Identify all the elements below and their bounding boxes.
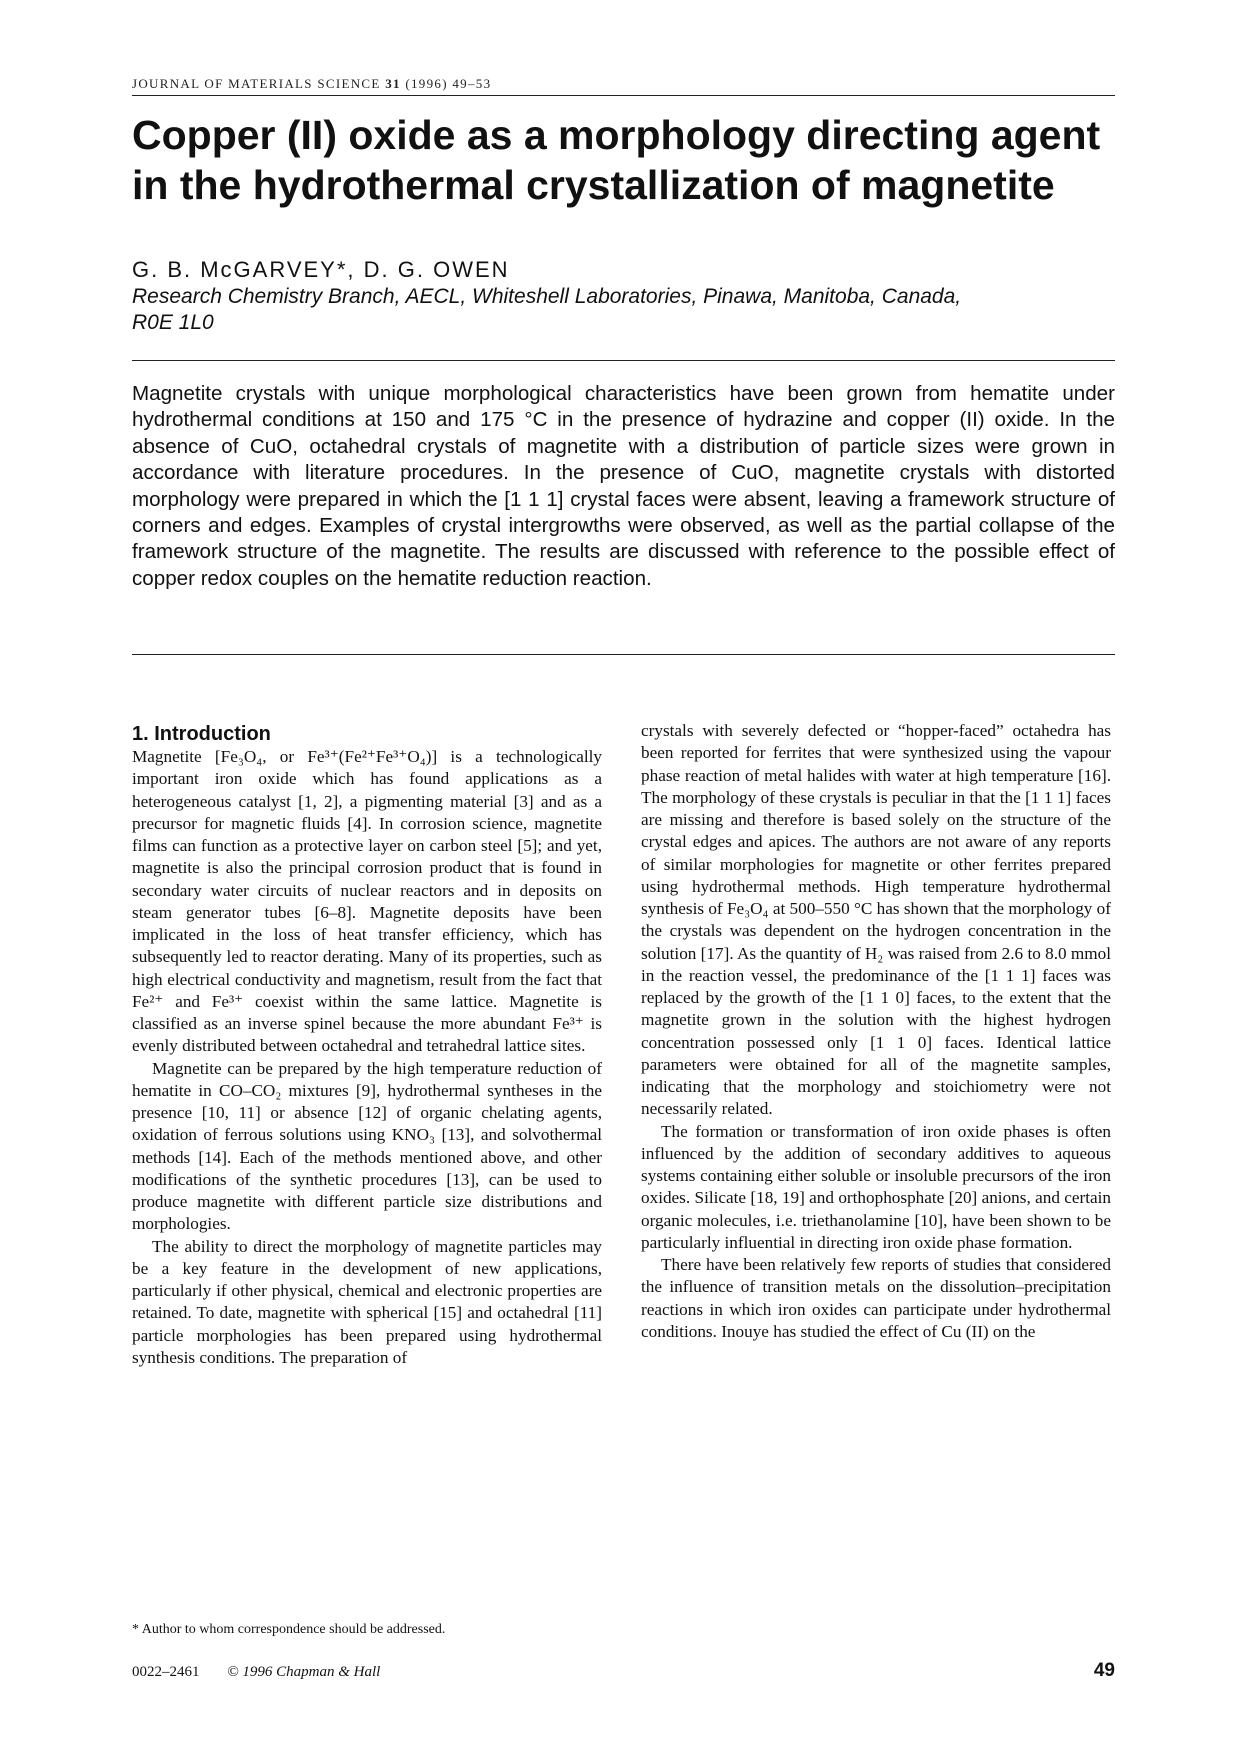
title-line-1: Copper (II) oxide as a morphology directing agent	[132, 112, 1101, 158]
paragraph: The formation or transformation of iron oxide phases is often influenced by the addition of secondary additives to aqueous systems containing either soluble or insoluble precursors of the iron oxides. Silicate [18, 19] and orthophosphate [20] anions, and certain organic molecules, i.e. triethanolamine [10], have been shown to be particularly influential in directing iron oxide phase formation.	[641, 1121, 1111, 1252]
paragraph: Magnetite [Fe₃O₄, or Fe³⁺(Fe²⁺Fe³⁺O₄)] is a technologically important iron oxide which has found applications as a heterogeneous catalyst [1, 2], a pigmenting material [3] and as a precursor for magnetic fluids [4]. In corrosion science, magnetite films can function as a protective layer on carbon steel [5]; and yet, magnetite is also the principal corrosion product that is found in secondary water circuits of nuclear reactors and in deposits on steam generator tubes [6–8]. Magnetite deposits have been implicated in the loss of heat transfer efficiency, which has subsequently led to reactor derating. Many of its properties, such as high electrical conductivity and magnetism, result from the fact that Fe²⁺ and Fe³⁺ coexist within the same lattice. Magnetite is classified as an inverse spinel because the more abundant Fe³⁺ is evenly distributed between octahedral and tetrahedral lattice sites.	[132, 747, 602, 1056]
affiliation-line-2: R0E 1L0	[132, 311, 214, 334]
abstract: Magnetite crystals with unique morphological characteristics have been grown from hematite under hydrothermal conditions at 150 and 175 °C in the presence of hydrazine and copper (II) oxide. In the absence of CuO, octahedral crystals of magnetite with a distribution of particle sizes were grown in accordance with literature procedures. In the presence of CuO, magnetite crystals with distorted morphology were prepared in which the [1 1 1] crystal faces were absent, leaving a framework structure of corners and edges. Examples of crystal intergrowths were observed, as well as the partial collapse of the framework structure of the magnetite. The results are discussed with reference to the possible effect of copper redox couples on the hematite reduction reaction.	[132, 382, 1115, 590]
paragraph: crystals with severely defected or “hopper-faced” octahedra has been reported for ferrites that were synthesized using the vapour phase reaction of metal halides with water at high temperature [16]. The morphology of these crystals is peculiar in that the [1 1 1] faces are missing and therefore is based solely on the structure of the crystal edges and apices. The authors are not aware of any reports of similar morphologies for magnetite or other ferrites prepared using hydrothermal methods. High temperature hydrothermal synthesis of Fe₃O₄ at 500–550 °C has shown that the morphology of the crystals was dependent on the hydrogen concentration in the solution [17]. As the quantity of H₂ was raised from 2.6 to 8.0 mmol in the reaction vessel, the predominance of the [1 1 1] faces was replaced by the growth of the [1 1 0] faces, to the extent that the magnetite grown in the solution with the highest hydrogen concentration possessed only [1 1 0] faces. Identical lattice parameters were obtained for all of the magnetite samples, indicating that the morphology and stoichiometry were not necessarily related.	[641, 721, 1112, 1119]
left-column	[132, 722, 602, 1369]
paper-page	[132, 0, 1115, 1755]
authors: G. B. McGARVEY*, D. G. OWEN	[132, 257, 510, 282]
journal-header	[132, 76, 491, 92]
footnote: * Author to whom correspondence should be addressed.	[132, 1622, 446, 1637]
issn-line	[132, 1664, 380, 1681]
issn: 0022–2461	[132, 1664, 200, 1680]
paragraph: The ability to direct the morphology of magnetite particles may be a key feature in the development of new applications, particularly if other physical, chemical and electronic properties are retained. To date, magnetite with spherical [15] and octahedral [11] particle morphologies has been prepared using hydrothermal synthesis conditions. The preparation of	[132, 1236, 602, 1367]
journal-year-pages: (1996) 49–53	[405, 76, 492, 91]
abstract-bottom-rule	[132, 654, 1115, 655]
affiliation-line-1: Research Chemistry Branch, AECL, Whiteshell Laboratories, Pinawa, Manitoba, Canada,	[132, 285, 962, 308]
paper-title	[132, 110, 1115, 210]
abstract-top-rule	[132, 360, 1115, 361]
copyright: © 1996 Chapman & Hall	[227, 1664, 381, 1680]
journal-name: JOURNAL OF MATERIALS SCIENCE	[132, 76, 381, 91]
journal-volume: 31	[385, 76, 401, 91]
title-line-2: in the hydrothermal crystallization of magnetite	[132, 162, 1055, 208]
header-rule	[132, 95, 1115, 96]
affiliation	[132, 284, 1115, 336]
section-heading: 1. Introduction	[132, 723, 271, 745]
right-column	[641, 720, 1111, 1343]
page-number: 49	[1093, 1660, 1115, 1681]
paragraph: There have been relatively few reports of studies that considered the influence of transition metals on the dissolution–precipitation reactions in which iron oxides can participate under hydrothermal conditions. Inouye has studied the effect of Cu (II) on the	[641, 1255, 1111, 1341]
paragraph: Magnetite can be prepared by the high temperature reduction of hematite in CO–CO₂ mixtures [9], hydrothermal syntheses in the presence [10, 11] or absence [12] of organic chelating agents, oxidation of ferrous solutions using KNO₃ [13], and solvothermal methods [14]. Each of the methods mentioned above, and other modifications of the synthetic procedures [13], can be used to produce magnetite with different particle size distributions and morphologies.	[132, 1058, 602, 1234]
